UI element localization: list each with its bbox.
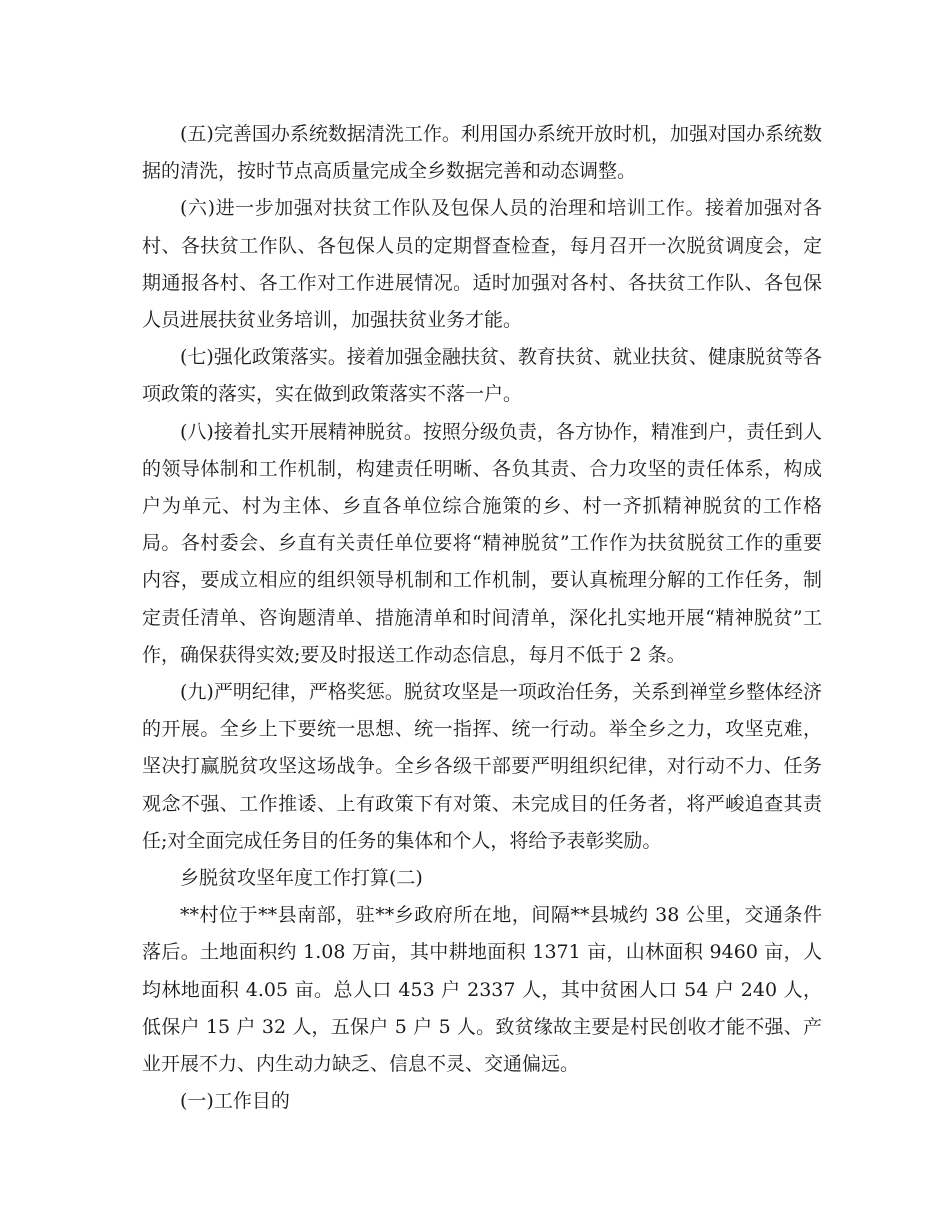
paragraph-section-7: (七)强化政策落实。接着加强金融扶贫、教育扶贫、就业扶贫、健康脱贫等各项政策的落实，实在做到政策落实不落一户。 [142, 346, 822, 406]
section-heading-work-goals: (一)工作目的 [180, 1090, 290, 1113]
section-heading-plan-2: 乡脱贫攻坚年度工作打算(二) [180, 867, 423, 890]
document-page [142, 116, 822, 1120]
paragraph-section-9: (九)严明纪律，严格奖惩。脱贫攻坚是一项政治任务，关系到禅堂乡整体经济的开展。全乡上下要统一思想、统一指挥、统一行动。举全乡之力，攻坚克难，坚决打赢脱贫攻坚这场战争。全乡各级干部要严明组织纪律，对行动不力、任务观念不强、工作推诿、上有政策下有对策、未完成目的任务者，将严峻追查其责任;对全面完成任务目的任务的集体和个人，将给予表彰奖励。 [142, 681, 822, 852]
paragraph-section-5: (五)完善国办系统数据清洗工作。利用国办系统开放时机，加强对国办系统数据的清洗，按时节点高质量完成全乡数据完善和动态调整。 [142, 123, 822, 183]
paragraph-village-overview: **村位于**县南部，驻**乡政府所在地，间隔**县城约 38 公里，交通条件落后。土地面积约 1.08 万亩，其中耕地面积 1371 亩，山林面积 9460 亩，人均林地面积 4.05 亩。总人口 453 户 2337 人，其中贫困人口 54 户 240 人，低保户 15 户 32 人，五保户 5 户 5 人。致贫缘故主要是村民创收才能不强、产业开展不力、内生动力缺乏、信息不灵、交通偏远。 [142, 904, 822, 1076]
paragraph-section-6: (六)进一步加强对扶贫工作队及包保人员的治理和培训工作。接着加强对各村、各扶贫工作队、各包保人员的定期督查检查，每月召开一次脱贫调度会，定期通报各村、各工作对工作进展情况。适时加强对各村、各扶贫工作队、各包保人员进展扶贫业务培训，加强扶贫业务才能。 [142, 197, 822, 332]
paragraph-section-8: (八)接着扎实开展精神脱贫。按照分级负责，各方协作，精准到户，责任到人的领导体制和工作机制，构建责任明晰、各负其责、合力攻坚的责任体系，构成户为单元、村为主体、乡直各单位综合施策的乡、村一齐抓精神脱贫的工作格局。各村委会、乡直有关责任单位要将“精神脱贫”工作作为扶贫脱贫工作的重要内容，要成立相应的组织领导机制和工作机制，要认真梳理分解的工作任务，制定责任清单、咨询题清单、措施清单和时间清单，深化扎实地开展“精神脱贫”工作，确保获得实效;要及时报送工作动态信息，每月不低于 2 条。 [142, 420, 822, 666]
